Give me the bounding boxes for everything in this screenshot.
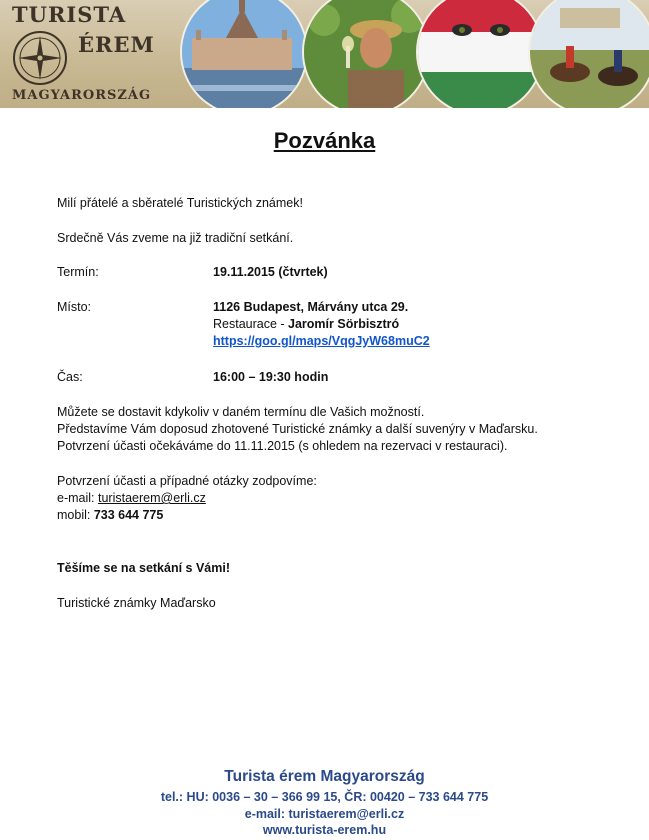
invite-text: Srdečně Vás zveme na již tradiční setkání. — [57, 231, 294, 245]
header-banner — [0, 0, 649, 108]
footer-org: Turista érem Magyarország — [224, 768, 425, 785]
place-address: 1126 Budapest, Márvány utca 29. — [213, 300, 409, 314]
restaurant-name: Jaromír Sörbisztró — [288, 317, 400, 331]
term-value: 19.11.2015 (čtvrtek) — [213, 265, 328, 279]
flag-face-photo — [416, 0, 544, 108]
parliament-photo — [180, 0, 308, 108]
page-title: Pozvánka — [273, 128, 376, 153]
contact-mobile-number: 733 644 775 — [93, 508, 164, 522]
map-link[interactable]: https://goo.gl/maps/VqgJyW68muC2 — [213, 334, 430, 348]
time-value: 16:00 – 19:30 hodin — [213, 370, 329, 384]
time-label: Čas: — [57, 370, 83, 384]
closing-text: Těšíme se na setkání s Vámi! — [57, 561, 231, 575]
contact-intro: Potvrzení účasti a případné otázky zodpovíme: — [57, 474, 317, 488]
greeting-text: Milí přátelé a sběratelé Turistických známek! — [57, 196, 303, 210]
footer-email-label: e-mail: — [244, 807, 289, 821]
footer-web-link[interactable]: www.turista-erem.hu — [262, 823, 387, 837]
footer-email-row — [0, 807, 649, 821]
contact-mobile-row — [57, 507, 163, 524]
contact-mobile-label: mobil: — [57, 508, 94, 522]
brand-line-1: TURISTA — [12, 2, 127, 27]
paragraph-line-3: Potvrzení účasti očekáváme do 11.11.2015 (s ohledem na rezervaci v restauraci). — [57, 439, 508, 453]
horsemen-photo — [528, 0, 649, 108]
contact-email-link[interactable]: turistaerem@erli.cz — [97, 491, 206, 505]
contact-email-label: e-mail: — [57, 491, 98, 505]
footer-email-link[interactable]: turistaerem@erli.cz — [288, 807, 405, 821]
signature-text: Turistické známky Maďarsko — [57, 596, 216, 610]
contact-email-row — [57, 490, 206, 507]
place-restaurant — [213, 317, 399, 331]
place-label: Místo: — [57, 300, 92, 314]
paragraph-line-1: Můžete se dostavit kdykoliv v daném termínu dle Vašich možností. — [57, 405, 425, 419]
restaurant-prefix: Restaurace - — [213, 317, 289, 331]
brand-line-3: MAGYARORSZÁG — [12, 88, 152, 103]
brand-line-2: ÉREM — [78, 32, 155, 57]
map-link-row — [213, 334, 430, 348]
footer-phone: tel.: HU: 0036 – 30 – 366 99 15, ČR: 00420 – 733 644 775 — [160, 790, 489, 804]
paragraph-line-2: Představíme Vám doposud zhotovené Turistické známky a další suvenýry v Maďarsku. — [57, 422, 538, 436]
winemaker-photo — [302, 0, 430, 108]
term-label: Termín: — [57, 265, 99, 279]
compass-logo-icon — [12, 30, 68, 86]
